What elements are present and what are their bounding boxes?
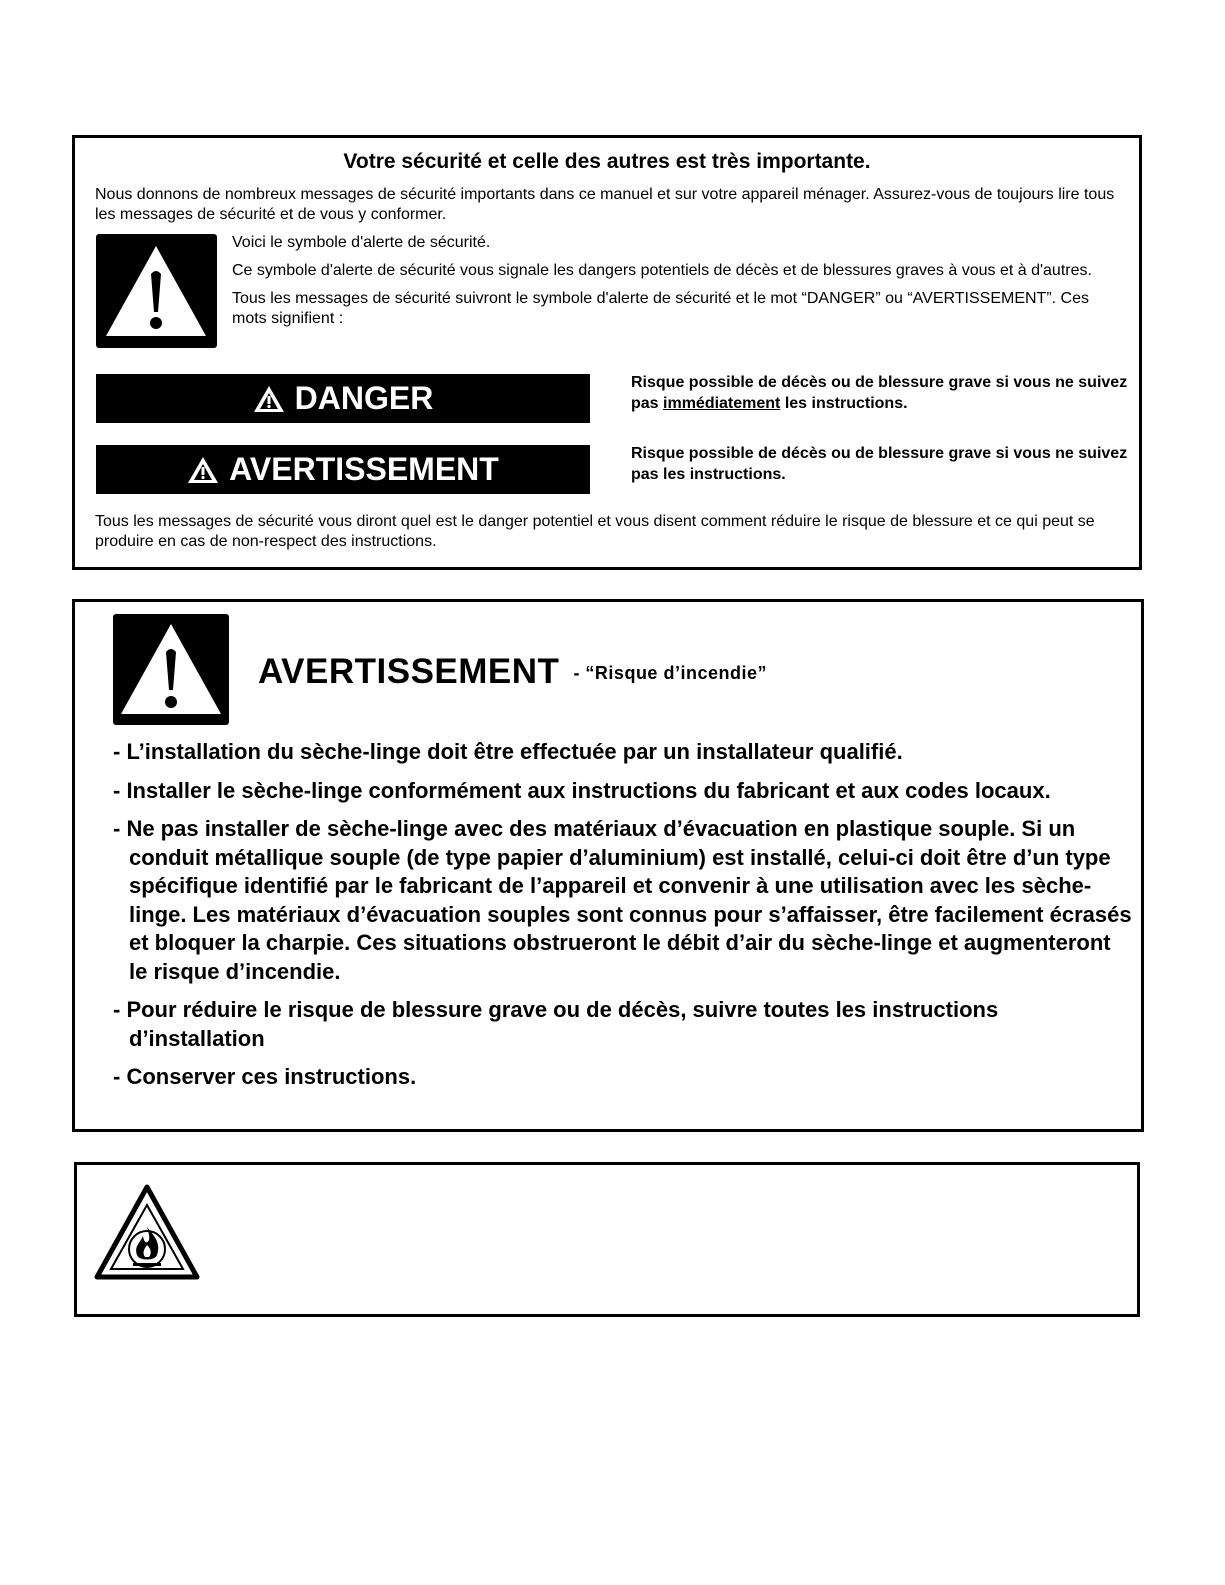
list-item: - Ne pas installer de sèche-linge avec des matériaux d’évacuation en plastique souple. Si un conduit métallique souple (de type papier d’aluminium) est installé, celui-ci doit être d’un type spécifique identifié par le fabricant de l’appareil et convenir à une utilisation avec les sèche-linge. Les matériaux d’évacuation souples sont connus pour s’affaisser, être facilement écrasés et bloquer la charpie. Ces situations obstrueront le débit d’air du sèche-linge et augmenteront le risque d’incendie. [113,816,1132,984]
list-item: - L’installation du sèche-linge doit être effectuée par un installateur qualifié. [113,739,903,764]
list-item: - Installer le sèche-linge conformément aux instructions du fabricant et aux codes locaux. [113,777,1051,803]
warning-description: Risque possible de décès ou de blessure grave si vous ne suivez pas les instructions. [631,445,1128,483]
fire-warning-list [113,738,1133,1102]
danger-description: Risque possible de décès ou de blessure grave si vous ne suivez pas immédiatement les instructions. [631,374,1128,412]
alert-triangle-icon [253,385,285,413]
fire-warning-box [72,599,1144,1132]
symbol-line: Tous les messages de sécurité suivront le symbole d'alerte de sécurité et le mot “DANGER” ou “AVERTISSEMENT”. Ces mots signifient : [232,290,1089,327]
list-item: - Conserver ces instructions. [113,1064,417,1089]
safety-intro: Nous donnons de nombreux messages de sécurité importants dans ce manuel et sur votre appareil ménager. Assurez-vous de toujours lire tous les messages de sécurité et de vous y conformer. [95,186,1115,223]
symbol-explanation [232,233,1127,337]
warning-triangle-icon [96,234,217,348]
danger-label: DANGER [294,380,434,416]
warning-label: AVERTISSEMENT [229,451,499,487]
safety-info-box [72,135,1142,570]
warning-triangle-icon [113,614,229,725]
flammable-box [74,1162,1140,1317]
alert-triangle-icon [187,456,219,484]
fire-warning-subtitle: - “Risque d’incendie” [573,663,767,683]
fire-warning-title: AVERTISSEMENT [258,652,560,691]
list-item: - Pour réduire le risque de blessure grave ou de décès, suivre toutes les instructions d’installation [113,997,999,1051]
symbol-line: Voici le symbole d'alerte de sécurité. [232,234,491,251]
safety-outro: Tous les messages de sécurité vous diront quel est le danger potentiel et vous disent comment réduire le risque de blessure et ce qui peut se produire en cas de non-respect des instructions. [95,513,1095,550]
safety-title: Votre sécurité et celle des autres est très importante. [343,150,871,173]
danger-banner [96,374,590,423]
warning-banner [96,445,590,494]
fire-warning-heading [258,652,767,692]
symbol-line: Ce symbole d'alerte de sécurité vous signale les dangers potentiels de décès et de blessures graves à vous et à d'autres. [232,262,1092,279]
flammable-fire-icon [93,1183,201,1281]
